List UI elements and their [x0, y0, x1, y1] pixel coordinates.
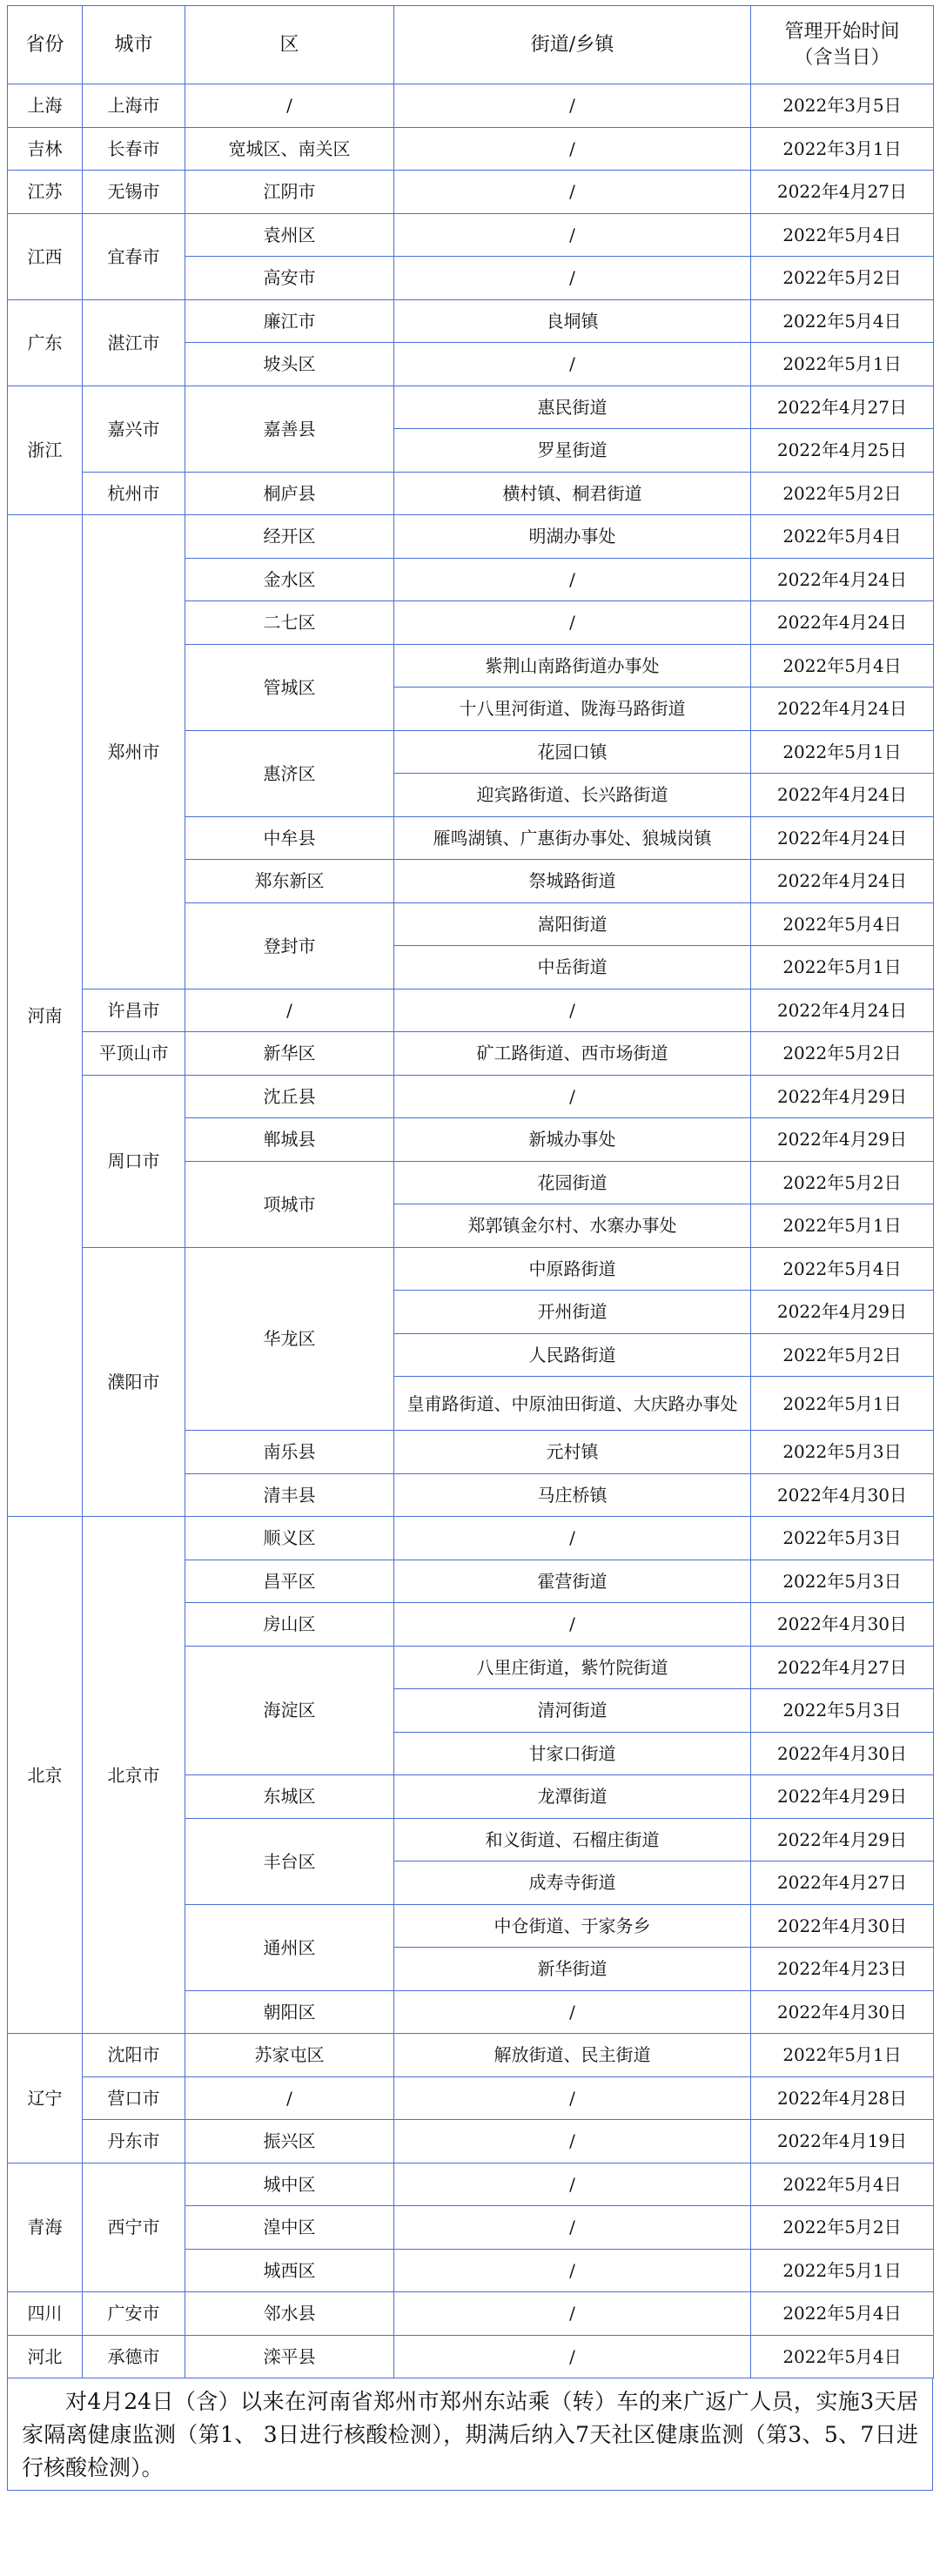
district-cell: /: [185, 2076, 394, 2120]
table-row: [8, 989, 934, 1032]
district-cell: 金水区: [185, 558, 394, 601]
street-cell: 中原路街道: [394, 1247, 751, 1291]
province-cell: 辽宁: [8, 2034, 83, 2163]
street-cell: 开州街道: [394, 1291, 751, 1334]
district-cell: 丰台区: [185, 1818, 394, 1904]
street-cell: /: [394, 171, 751, 214]
street-cell: /: [394, 2120, 751, 2163]
table-row: [8, 2076, 934, 2120]
district-cell: 经开区: [185, 515, 394, 559]
date-cell: 2022年4月27日: [751, 1646, 934, 1689]
street-cell: 十八里河街道、陇海马路街道: [394, 688, 751, 731]
district-cell: 城中区: [185, 2163, 394, 2206]
city-cell: 沈阳市: [83, 2034, 185, 2077]
district-cell: 昌平区: [185, 1560, 394, 1603]
date-cell: 2022年4月30日: [751, 1473, 934, 1517]
date-cell: 2022年4月23日: [751, 1948, 934, 1991]
date-cell: 2022年4月27日: [751, 1862, 934, 1905]
street-cell: 中岳街道: [394, 946, 751, 989]
street-cell: 人民路街道: [394, 1333, 751, 1377]
district-cell: 振兴区: [185, 2120, 394, 2163]
date-cell: 2022年5月1日: [751, 1377, 934, 1431]
province-cell: 江西: [8, 213, 83, 299]
date-cell: 2022年4月30日: [751, 1904, 934, 1948]
city-cell: 嘉兴市: [83, 386, 185, 472]
management-table: [7, 5, 934, 2378]
district-cell: 江阴市: [185, 171, 394, 214]
district-cell: 邻水县: [185, 2292, 394, 2336]
street-cell: /: [394, 601, 751, 645]
street-cell: /: [394, 213, 751, 257]
street-cell: 惠民街道: [394, 386, 751, 429]
date-cell: 2022年5月2日: [751, 1032, 934, 1076]
date-cell: 2022年4月24日: [751, 688, 934, 731]
district-cell: 袁州区: [185, 213, 394, 257]
table-row: [8, 386, 934, 429]
date-cell: 2022年5月2日: [751, 257, 934, 300]
district-cell: 嘉善县: [185, 386, 394, 472]
province-cell: 江苏: [8, 171, 83, 214]
street-cell: 霍营街道: [394, 1560, 751, 1603]
street-cell: 迎宾路街道、长兴路街道: [394, 774, 751, 817]
date-cell: 2022年5月1日: [751, 2249, 934, 2292]
street-cell: 祭城路街道: [394, 860, 751, 903]
date-cell: 2022年5月4日: [751, 2335, 934, 2378]
table-row: [8, 2292, 934, 2336]
date-cell: 2022年5月1日: [751, 946, 934, 989]
district-cell: 宽城区、南关区: [185, 127, 394, 171]
header-province: 省份: [8, 6, 83, 84]
district-cell: 东城区: [185, 1775, 394, 1819]
district-cell: 沈丘县: [185, 1075, 394, 1118]
table-row: [8, 1032, 934, 1076]
table-row: [8, 1075, 934, 1118]
street-cell: 明湖办事处: [394, 515, 751, 559]
street-cell: /: [394, 989, 751, 1032]
district-cell: 清丰县: [185, 1473, 394, 1517]
date-cell: 2022年3月5日: [751, 84, 934, 128]
date-cell: 2022年5月4日: [751, 644, 934, 688]
date-cell: 2022年5月4日: [751, 515, 934, 559]
city-cell: 宜春市: [83, 213, 185, 299]
date-cell: 2022年4月27日: [751, 171, 934, 214]
street-cell: 龙潭街道: [394, 1775, 751, 1819]
street-cell: 和义街道、石榴庄街道: [394, 1818, 751, 1862]
street-cell: 横村镇、桐君街道: [394, 472, 751, 515]
table-row: [8, 213, 934, 257]
district-cell: 桐庐县: [185, 472, 394, 515]
city-cell: 周口市: [83, 1075, 185, 1247]
city-cell: 湛江市: [83, 299, 185, 386]
date-cell: 2022年5月1日: [751, 730, 934, 774]
city-cell: 丹东市: [83, 2120, 185, 2163]
province-cell: 吉林: [8, 127, 83, 171]
table-row: [8, 1517, 934, 1560]
street-cell: 良垌镇: [394, 299, 751, 343]
district-cell: 朝阳区: [185, 1990, 394, 2034]
street-cell: /: [394, 127, 751, 171]
city-cell: 濮阳市: [83, 1247, 185, 1517]
street-cell: 花园口镇: [394, 730, 751, 774]
table-row: [8, 2335, 934, 2378]
province-cell: 青海: [8, 2163, 83, 2292]
date-cell: 2022年4月24日: [751, 989, 934, 1032]
street-cell: /: [394, 343, 751, 386]
street-cell: /: [394, 1603, 751, 1647]
province-cell: 四川: [8, 2292, 83, 2336]
district-cell: 房山区: [185, 1603, 394, 1647]
street-cell: /: [394, 1517, 751, 1560]
table-body: [8, 84, 934, 2378]
table-header-row: [8, 6, 934, 84]
city-cell: 广安市: [83, 2292, 185, 2336]
date-cell: 2022年4月29日: [751, 1118, 934, 1162]
date-cell: 2022年5月2日: [751, 472, 934, 515]
street-cell: /: [394, 1075, 751, 1118]
date-cell: 2022年5月4日: [751, 902, 934, 946]
street-cell: 清河街道: [394, 1689, 751, 1733]
street-cell: 郑郭镇金尔村、水寨办事处: [394, 1204, 751, 1248]
city-cell: 营口市: [83, 2076, 185, 2120]
date-cell: 2022年4月29日: [751, 1818, 934, 1862]
city-cell: 上海市: [83, 84, 185, 128]
province-cell: 浙江: [8, 386, 83, 515]
street-cell: 成寿寺街道: [394, 1862, 751, 1905]
street-cell: 八里庄街道，紫竹院街道: [394, 1646, 751, 1689]
date-cell: 2022年5月4日: [751, 1247, 934, 1291]
table-row: [8, 515, 934, 559]
date-cell: 2022年4月27日: [751, 386, 934, 429]
header-street: 街道/乡镇: [394, 6, 751, 84]
street-cell: 新华街道: [394, 1948, 751, 1991]
date-cell: 2022年4月24日: [751, 601, 934, 645]
street-cell: /: [394, 558, 751, 601]
street-cell: 紫荆山南路街道办事处: [394, 644, 751, 688]
province-cell: 河北: [8, 2335, 83, 2378]
table-row: [8, 299, 934, 343]
date-cell: 2022年4月19日: [751, 2120, 934, 2163]
district-cell: 管城区: [185, 644, 394, 730]
city-cell: 北京市: [83, 1517, 185, 2034]
city-cell: 长春市: [83, 127, 185, 171]
street-cell: 中仓街道、于家务乡: [394, 1904, 751, 1948]
city-cell: 平顶山市: [83, 1032, 185, 1076]
street-cell: 花园街道: [394, 1161, 751, 1204]
street-cell: 矿工路街道、西市场街道: [394, 1032, 751, 1076]
district-cell: 湟中区: [185, 2206, 394, 2250]
date-cell: 2022年5月2日: [751, 1161, 934, 1204]
date-cell: 2022年4月24日: [751, 816, 934, 860]
district-cell: 滦平县: [185, 2335, 394, 2378]
city-cell: 郑州市: [83, 515, 185, 989]
date-cell: 2022年4月30日: [751, 1990, 934, 2034]
district-cell: 新华区: [185, 1032, 394, 1076]
date-cell: 2022年5月1日: [751, 1204, 934, 1248]
street-cell: /: [394, 2206, 751, 2250]
district-cell: 郑东新区: [185, 860, 394, 903]
province-cell: 河南: [8, 515, 83, 1517]
city-cell: 杭州市: [83, 472, 185, 515]
policy-table-frame: [7, 5, 933, 2491]
street-cell: /: [394, 2292, 751, 2336]
date-cell: 2022年5月1日: [751, 343, 934, 386]
street-cell: 马庄桥镇: [394, 1473, 751, 1517]
header-start-time-line2: （含当日）: [794, 46, 890, 69]
district-cell: 高安市: [185, 257, 394, 300]
date-cell: 2022年5月4日: [751, 2163, 934, 2206]
district-cell: 郸城县: [185, 1118, 394, 1162]
header-start-time-line1: 管理开始时间: [784, 20, 900, 43]
street-cell: /: [394, 2163, 751, 2206]
province-cell: 北京: [8, 1517, 83, 2034]
date-cell: 2022年5月4日: [751, 299, 934, 343]
date-cell: 2022年4月24日: [751, 774, 934, 817]
header-start-time: [751, 6, 934, 84]
date-cell: 2022年5月3日: [751, 1517, 934, 1560]
district-cell: 登封市: [185, 902, 394, 989]
district-cell: 城西区: [185, 2249, 394, 2292]
district-cell: 坡头区: [185, 343, 394, 386]
district-cell: 顺义区: [185, 1517, 394, 1560]
table-row: [8, 2034, 934, 2077]
date-cell: 2022年4月29日: [751, 1075, 934, 1118]
date-cell: 2022年3月1日: [751, 127, 934, 171]
city-cell: 西宁市: [83, 2163, 185, 2292]
district-cell: 二七区: [185, 601, 394, 645]
district-cell: /: [185, 84, 394, 128]
table-row: [8, 472, 934, 515]
district-cell: 廉江市: [185, 299, 394, 343]
table-row: [8, 2163, 934, 2206]
note-paragraph: 对4月24日（含）以来在河南省郑州市郑州东站乘（转）车的来广返广人员，实施3天居家隔离健康监测（第1、 3日进行核酸检测），期满后纳入7天社区健康监测（第3、5、7日进行核酸检测）。: [7, 2378, 933, 2491]
city-cell: 承德市: [83, 2335, 185, 2378]
header-city: 城市: [83, 6, 185, 84]
date-cell: 2022年5月3日: [751, 1431, 934, 1474]
date-cell: 2022年5月3日: [751, 1689, 934, 1733]
table-row: [8, 171, 934, 214]
date-cell: 2022年4月30日: [751, 1603, 934, 1647]
district-cell: 华龙区: [185, 1247, 394, 1431]
street-cell: 解放街道、民主街道: [394, 2034, 751, 2077]
table-row: [8, 127, 934, 171]
street-cell: 元村镇: [394, 1431, 751, 1474]
street-cell: 新城办事处: [394, 1118, 751, 1162]
street-cell: /: [394, 84, 751, 128]
province-cell: 上海: [8, 84, 83, 128]
province-cell: 广东: [8, 299, 83, 386]
date-cell: 2022年4月30日: [751, 1732, 934, 1775]
date-cell: 2022年4月28日: [751, 2076, 934, 2120]
date-cell: 2022年4月29日: [751, 1775, 934, 1819]
district-cell: 苏家屯区: [185, 2034, 394, 2077]
date-cell: 2022年5月2日: [751, 1333, 934, 1377]
city-cell: 许昌市: [83, 989, 185, 1032]
table-row: [8, 84, 934, 128]
date-cell: 2022年4月29日: [751, 1291, 934, 1334]
street-cell: /: [394, 2335, 751, 2378]
district-cell: 项城市: [185, 1161, 394, 1247]
date-cell: 2022年5月3日: [751, 1560, 934, 1603]
date-cell: 2022年5月1日: [751, 2034, 934, 2077]
date-cell: 2022年4月24日: [751, 860, 934, 903]
street-cell: /: [394, 2249, 751, 2292]
district-cell: 中牟县: [185, 816, 394, 860]
street-cell: /: [394, 257, 751, 300]
date-cell: 2022年4月24日: [751, 558, 934, 601]
table-row: [8, 2120, 934, 2163]
district-cell: /: [185, 989, 394, 1032]
date-cell: 2022年5月4日: [751, 2292, 934, 2336]
street-cell: 皇甫路街道、中原油田街道、大庆路办事处: [394, 1377, 751, 1431]
street-cell: 罗星街道: [394, 429, 751, 473]
header-district: 区: [185, 6, 394, 84]
date-cell: 2022年5月4日: [751, 213, 934, 257]
city-cell: 无锡市: [83, 171, 185, 214]
street-cell: 嵩阳街道: [394, 902, 751, 946]
date-cell: 2022年5月2日: [751, 2206, 934, 2250]
district-cell: 惠济区: [185, 730, 394, 816]
street-cell: 雁鸣湖镇、广惠街办事处、狼城岗镇: [394, 816, 751, 860]
district-cell: 通州区: [185, 1904, 394, 1990]
district-cell: 南乐县: [185, 1431, 394, 1474]
street-cell: 甘家口街道: [394, 1732, 751, 1775]
street-cell: /: [394, 1990, 751, 2034]
date-cell: 2022年4月25日: [751, 429, 934, 473]
district-cell: 海淀区: [185, 1646, 394, 1775]
table-row: [8, 1247, 934, 1291]
street-cell: /: [394, 2076, 751, 2120]
